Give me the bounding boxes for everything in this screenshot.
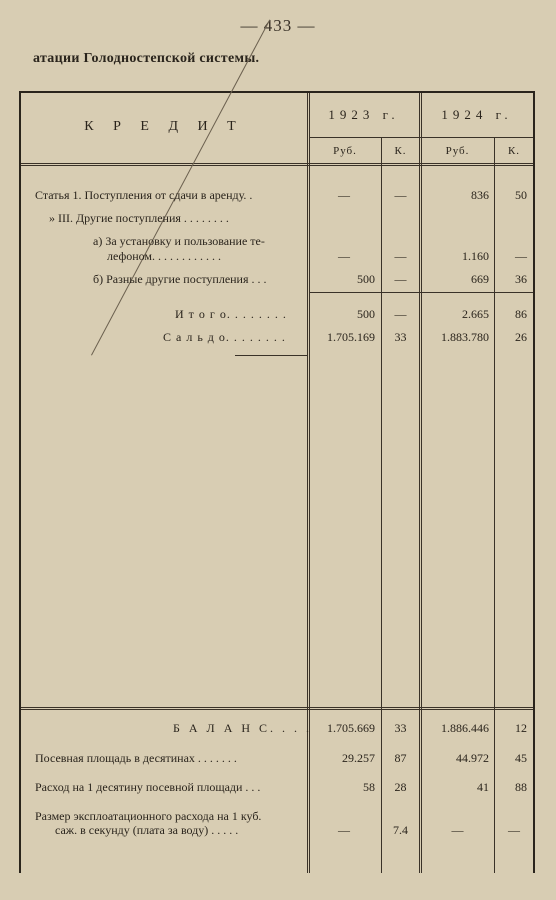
- cell-1923-kop: 7.4: [393, 823, 408, 837]
- cell-1924-kop: 26: [515, 330, 527, 344]
- cell-1924-rub: 2.665: [462, 307, 489, 321]
- saldo-label: С а л ь д о. . . . . . . .: [163, 330, 286, 344]
- cell-1923-kop: —: [394, 188, 407, 202]
- row-label: а) За установку и пользование те-: [93, 234, 265, 248]
- cell-1924-kop: 88: [515, 780, 527, 794]
- year-1923: 1923 г.: [328, 107, 400, 122]
- cell-1924-rub: 836: [471, 188, 489, 202]
- cell-1923-rub: 500: [357, 272, 375, 286]
- year-1924: 1924 г.: [441, 107, 513, 122]
- table-title: К Р Е Д И Т: [84, 119, 244, 134]
- row-label: Размер эксплоатационного расхода на 1 куб.: [35, 809, 262, 823]
- cell-1923-kop: —: [394, 249, 407, 263]
- cell-1924-rub: 44.972: [456, 751, 489, 765]
- cell-1924-kop: 50: [515, 188, 527, 202]
- cell-1923-kop: —: [394, 272, 407, 286]
- cell-1923-kop: 33: [394, 330, 407, 344]
- cell-1924-rub: —: [451, 823, 464, 837]
- row-label: » III. Другие поступления . . . . . . . .: [49, 211, 229, 225]
- row-label: Расход на 1 десятину посевной площади . . .: [35, 780, 261, 794]
- cell-1924-kop: —: [515, 249, 527, 263]
- page-number: — 433 —: [240, 16, 316, 35]
- saldo-rule: [235, 355, 307, 356]
- row-label-cont: саж. в секунду (плата за воду) . . . . .: [55, 823, 239, 837]
- cell-1923-rub: —: [338, 249, 350, 263]
- header-rule: [21, 163, 533, 166]
- header-text: атации Голодностепской системы.: [33, 51, 260, 66]
- itogo-label: И т о г о. . . . . . . .: [175, 307, 287, 321]
- cell-1923-rub: —: [338, 188, 350, 202]
- row-label: б) Разные другие поступления . . .: [93, 272, 267, 286]
- sub-rub-1924: Руб.: [445, 145, 470, 157]
- cell-1923-kop: 87: [394, 751, 407, 765]
- cell-1923-rub: —: [338, 823, 350, 837]
- cell-1924-rub: 41: [477, 780, 489, 794]
- cell-1924-kop: 12: [515, 721, 527, 735]
- cell-1923-rub: 29.257: [342, 751, 375, 765]
- row-label: Статья 1. Поступления от сдачи в аренду. .: [35, 188, 253, 202]
- cell-1923-rub: 58: [363, 780, 375, 794]
- cell-1924-rub: 1.883.780: [441, 330, 489, 344]
- cell-1923-kop: 28: [394, 780, 407, 794]
- cell-1924-kop: —: [508, 823, 520, 837]
- cell-1924-rub: 1.160: [462, 249, 489, 263]
- row-label: Посевная площадь в десятинах . . . . . . .: [35, 751, 237, 765]
- cell-1923-rub: 500: [357, 307, 375, 321]
- cell-1924-kop: 36: [515, 272, 527, 286]
- cell-1923-kop: —: [394, 307, 407, 321]
- sub-rub-1923: Руб.: [333, 145, 357, 157]
- sub-kop-1924: К.: [507, 145, 521, 157]
- cell-1923-kop: 33: [394, 721, 407, 735]
- itogo-rule: [309, 292, 533, 293]
- cell-1924-kop: 86: [515, 307, 527, 321]
- sub-kop-1923: К.: [394, 145, 407, 157]
- cell-1924-rub: 669: [471, 272, 489, 286]
- cell-1923-rub: 1.705.169: [327, 330, 375, 344]
- balance-label: Б А Л А Н С. . . .: [173, 721, 313, 735]
- cell-1923-rub: 1.705.669: [327, 721, 375, 735]
- year-underline: [309, 137, 533, 138]
- balance-rule: [21, 707, 533, 710]
- row-label-cont: лефоном. . . . . . . . . . . .: [107, 249, 222, 263]
- credit-table: [19, 91, 535, 873]
- cell-1924-rub: 1.886.446: [441, 721, 489, 735]
- cell-1924-kop: 45: [515, 751, 527, 765]
